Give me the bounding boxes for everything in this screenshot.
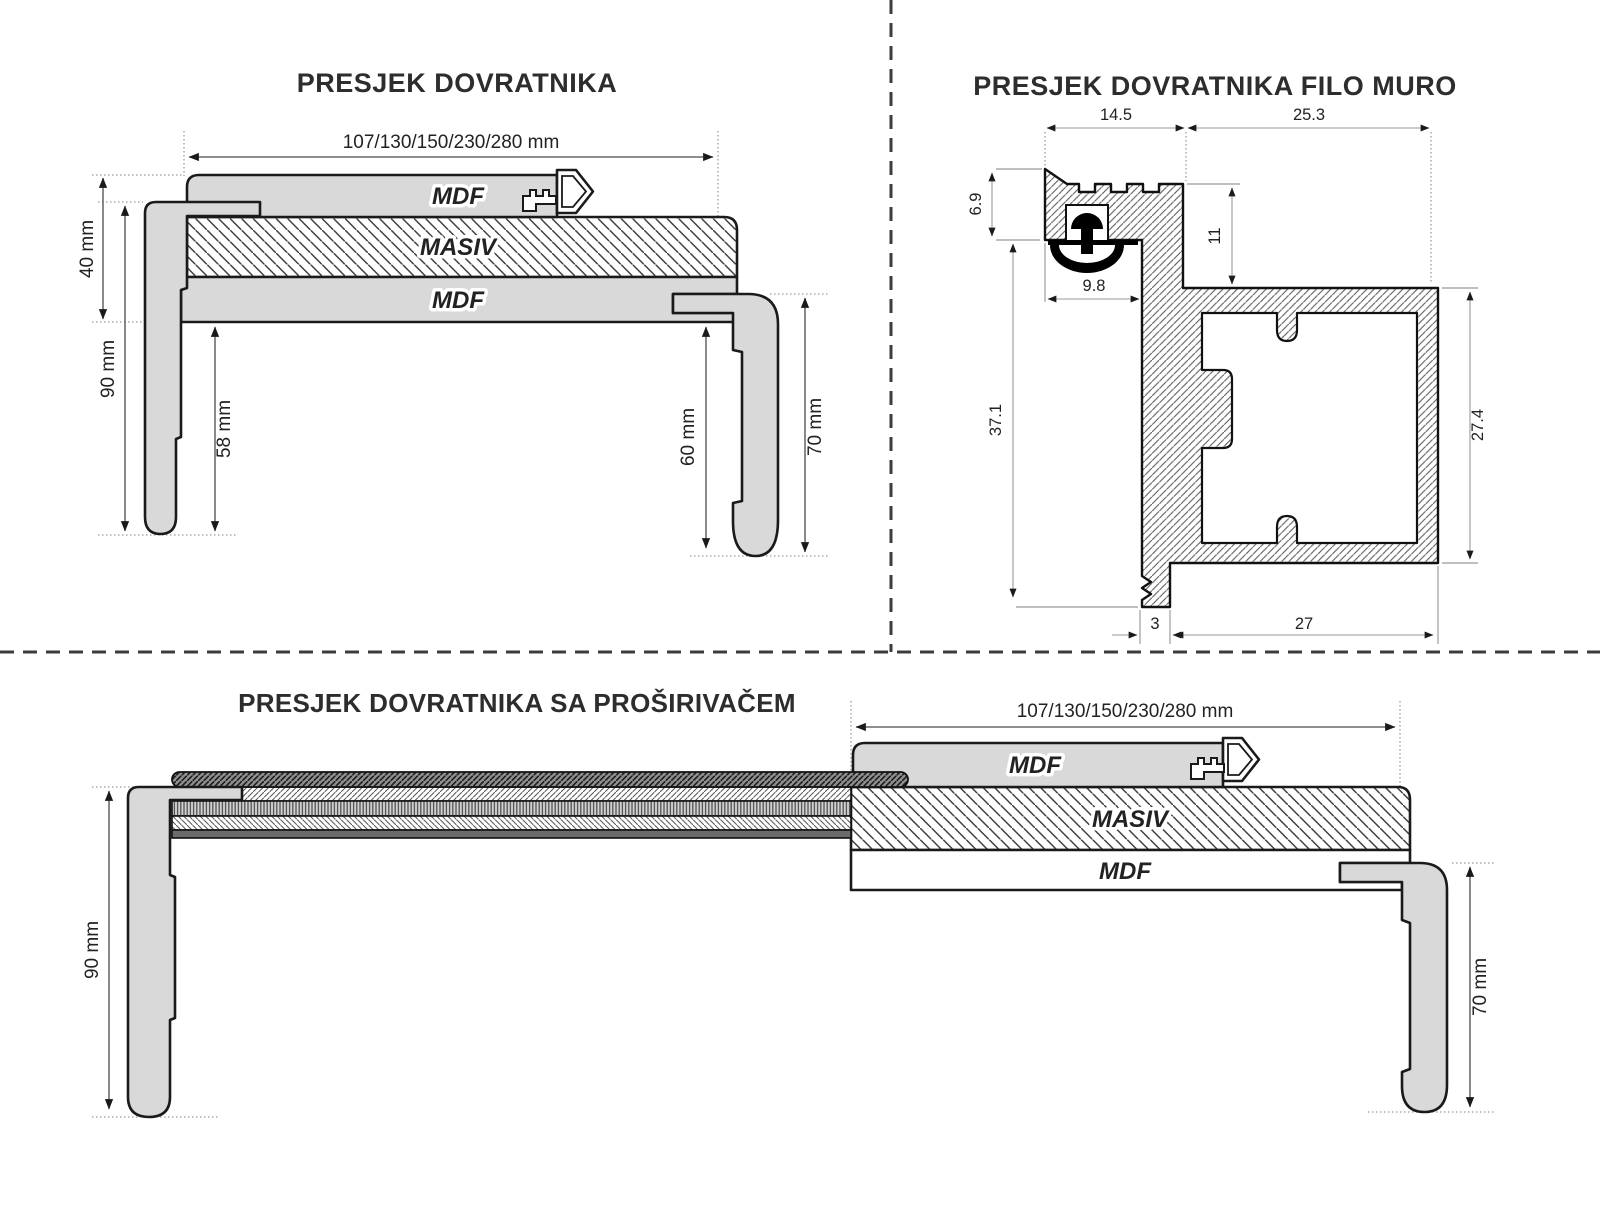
dim-label-27: 27 [1294,615,1314,633]
section-title: PRESJEK DOVRATNIKA SA PROŠIRIVAČEM [238,688,796,718]
material-label-masiv: MASIV [1091,806,1169,833]
dim-label-14-5: 14.5 [1099,106,1133,124]
dim-label-40mm: 40 mm [77,219,98,279]
material-label-masiv: MASIV [419,234,497,261]
dim-label-27-4: 27.4 [1469,408,1487,442]
dim-label-60mm: 60 mm [678,407,699,467]
dim-label-25-3: 25.3 [1292,106,1326,124]
material-label-mdf-top: MDF [1009,752,1061,779]
dim-label-70mm: 70 mm [1470,957,1491,1017]
material-label-mdf-top: MDF [432,183,484,210]
extension-strip-hatch-back [172,816,851,830]
dim-label-90mm: 90 mm [82,920,103,980]
material-label-mdf-bottom: MDF [432,287,484,314]
extension-strip-dark-top-cap [172,772,908,787]
dim-label-width: 107/130/150/230/280 mm [1016,701,1234,722]
gasket-seat-strip [1048,240,1138,245]
dim-label-6-9: 6.9 [967,192,985,216]
extension-strip-dark-bottom [172,830,851,838]
dim-label-9-8: 9.8 [1082,277,1106,295]
dim-label-3: 3 [1150,615,1160,633]
profile-hollow-chamber [1202,313,1417,543]
section-title: PRESJEK DOVRATNIKA [296,68,618,98]
extension-strip-vertical-hatch [172,801,851,816]
dim-label-90mm: 90 mm [98,339,119,399]
dim-label-58mm: 58 mm [214,399,235,459]
dim-label-70mm: 70 mm [805,397,826,457]
dim-label-37-1: 37.1 [987,403,1005,437]
section-title: PRESJEK DOVRATNIKA FILO MURO [973,71,1457,101]
extension-strip-hatch-forward [172,787,851,801]
material-label-mdf-bottom: MDF [1099,858,1151,885]
dim-label-11: 11 [1206,227,1224,245]
dim-label-width: 107/130/150/230/280 mm [342,132,560,153]
